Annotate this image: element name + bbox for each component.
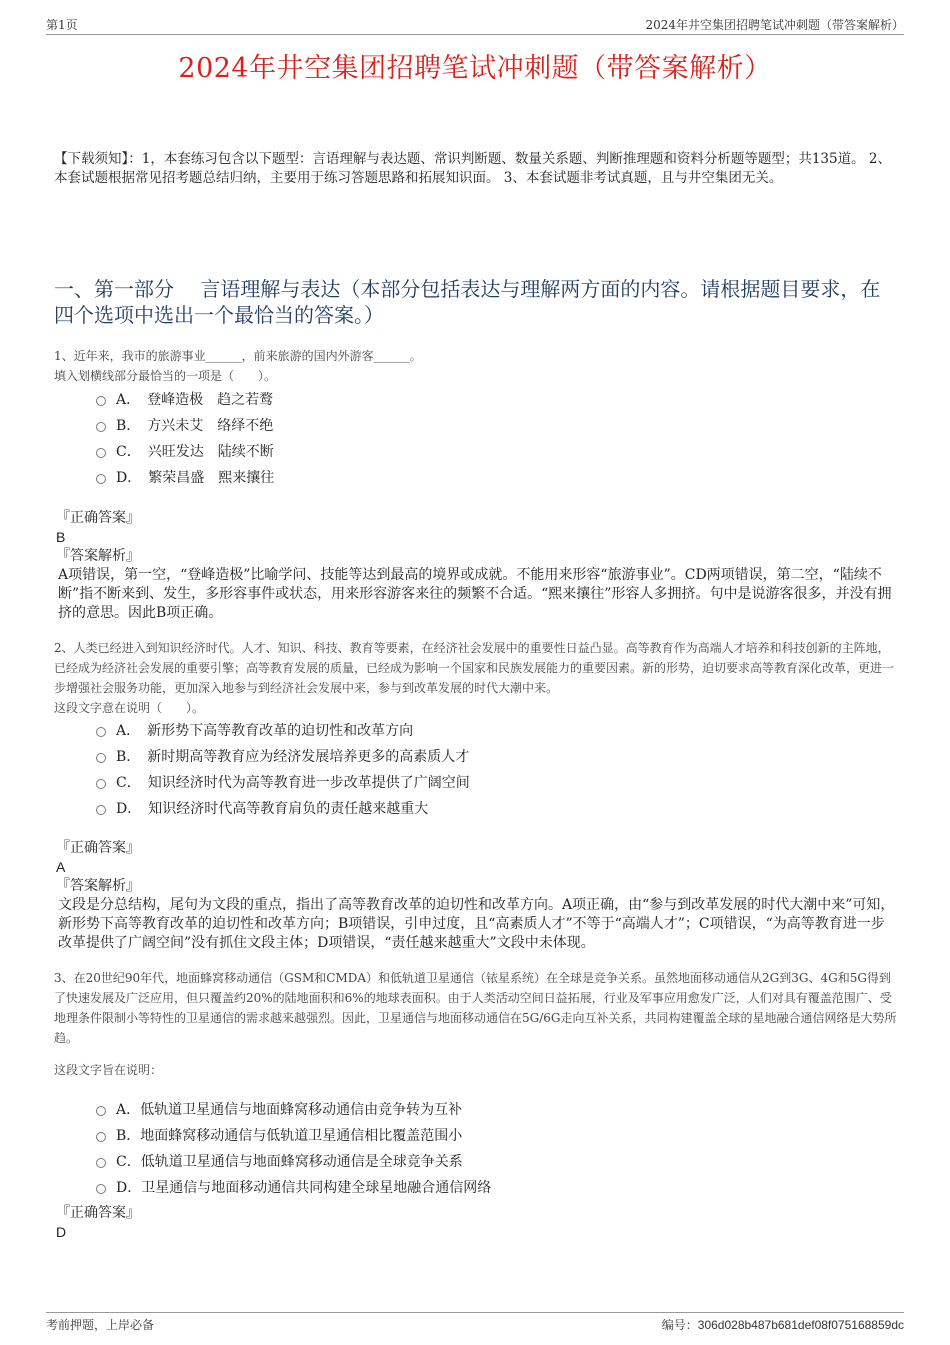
answer-label: 『正确答案』 — [56, 840, 140, 856]
radio-icon[interactable] — [96, 422, 106, 432]
option-label: A． 登峰造极 趋之若鹜 — [116, 392, 274, 408]
question-3-answer — [56, 1204, 896, 1242]
option-c[interactable] — [96, 438, 856, 464]
analysis-text: A项错误，第一空，“登峰造极”比喻学问、技能等达到最高的境界或成就。不能用来形容“旅游事业”。CD两项错误，第二空，“陆续不断”指不断来到、发生，多形容事件或状态，用来形容游客来往的频繁不合适。“熙来攘往”形容人多拥挤。句中是说游客很多，并没有拥挤的意思。因此B项正确。 — [58, 567, 892, 621]
footer-slogan: 考前押题，上岸必备 — [46, 1318, 155, 1332]
analysis-label: 『答案解析』 — [56, 878, 140, 894]
page-title: 2024年井空集团招聘笔试冲刺题（带答案解析） — [178, 53, 772, 84]
radio-icon[interactable] — [96, 1132, 106, 1142]
option-label: A． 新形势下高等教育改革的迫切性和改革方向 — [116, 723, 414, 739]
question-prompt: 这段文字意在说明（ ）。 — [54, 701, 205, 715]
radio-icon[interactable] — [96, 396, 106, 406]
question-prompt: 填入划横线部分最恰当的一项是（ ）。 — [54, 369, 277, 383]
answer-label: 『正确答案』 — [56, 510, 140, 526]
radio-icon[interactable] — [96, 448, 106, 458]
footer-code-label: 编号： — [661, 1318, 698, 1332]
option-c[interactable] — [96, 1148, 856, 1174]
option-d[interactable] — [96, 795, 856, 821]
question-prompt: 这段文字旨在说明： — [54, 1063, 163, 1077]
question-2-stem — [54, 638, 900, 718]
footer-code — [662, 1316, 904, 1333]
question-stem-text: 1、近年来，我市的旅游事业______，前来旅游的国内外游客______。 — [54, 349, 422, 363]
header-doc-title: 2024年井空集团招聘笔试冲刺题（带答案解析） — [645, 18, 904, 32]
question-1-options — [96, 386, 856, 490]
option-a[interactable] — [96, 717, 856, 743]
radio-icon[interactable] — [96, 1106, 106, 1116]
question-2-answer — [56, 839, 896, 953]
option-a[interactable] — [96, 386, 856, 412]
option-label: A．低轨道卫星通信与地面蜂窝移动通信由竞争转为互补 — [116, 1102, 463, 1118]
option-label: D．卫星通信与地面移动通信共同构建全球星地融合通信网络 — [116, 1180, 492, 1196]
option-c[interactable] — [96, 769, 856, 795]
answer-label: 『正确答案』 — [56, 1205, 140, 1221]
question-1-stem — [54, 346, 900, 386]
option-b[interactable] — [96, 743, 856, 769]
option-a[interactable] — [96, 1096, 856, 1122]
analysis-text: 文段是分总结构，尾句为文段的重点，指出了高等教育改革的迫切性和改革方向。A项正确，由“参与到改革发展的时代大潮中来”可知，新形势下高等教育改革的迫切性和改革方向；B项错误，引申过度，且“高素质人才”不等于“高端人才”；C项错误，“为高等教育进一步改革提供了广阔空间”没有抓住文段主体；D项错误，“责任越来越重大”文段中未体现。 — [58, 897, 895, 951]
option-label: B．地面蜂窝移动通信与低轨道卫星通信相比覆盖范围小 — [116, 1128, 463, 1144]
option-d[interactable] — [96, 464, 856, 490]
question-1-answer — [56, 509, 896, 623]
option-label: C． 知识经济时代为高等教育进一步改革提供了广阔空间 — [116, 775, 470, 791]
option-d[interactable] — [96, 1174, 856, 1200]
page-number: 第1页 — [46, 18, 78, 32]
answer-value: B — [56, 529, 66, 545]
option-label: D． 知识经济时代高等教育肩负的责任越来越重大 — [116, 801, 429, 817]
option-b[interactable] — [96, 412, 856, 438]
answer-value: D — [56, 1224, 67, 1240]
option-label: C． 兴旺发达 陆续不断 — [116, 444, 274, 460]
page-footer — [46, 1312, 904, 1333]
option-label: C．低轨道卫星通信与地面蜂窝移动通信是全球竞争关系 — [116, 1154, 463, 1170]
option-label: B． 新时期高等教育应为经济发展培养更多的高素质人才 — [116, 749, 470, 765]
answer-value: A — [56, 859, 66, 875]
page-header — [46, 14, 904, 35]
question-stem-text: 3、在20世纪90年代，地面蜂窝移动通信（GSM和CMDA）和低轨道卫星通信（铱星系统）在全球是竞争关系。虽然地面移动通信从2G到3G、4G和5G得到了快速发展及广泛应用，但只覆盖约20%的陆地面积和6%的地球表面积。由于人类活动空间日益拓展，行业及军事应用愈发广泛，人们对具有覆盖范围广、受地理条件限制小等特性的卫星通信的需求越来越强烈。因此，卫星通信与地面移动通信在5G/6G走向互补关系，共同构建覆盖全球的星地融合通信网络是大势所趋。 — [54, 971, 897, 1045]
radio-icon[interactable] — [96, 474, 106, 484]
question-stem-text: 2、人类已经进入到知识经济时代。人才、知识、科技、教育等要素，在经济社会发展中的重要性日益凸显。高等教育作为高端人才培养和科技创新的主阵地，已经成为经济社会发展的重要引擎；高等教育发展的质量，已经成为影响一个国家和民族发展能力的重要因素。新的形势，迫切要求高等教育深化改革，更进一步增强社会服务功能，更加深入地参与到经济社会发展中来，参与到改革发展的时代大潮中来。 — [54, 641, 895, 695]
option-b[interactable] — [96, 1122, 856, 1148]
radio-icon[interactable] — [96, 1158, 106, 1168]
option-label: B． 方兴未艾 络绎不绝 — [116, 418, 274, 434]
download-notice: 【下载须知】：1，本套练习包含以下题型：言语理解与表达题、常识判断题、数量关系题、判断推理题和资料分析题等题型；共135道。 2、本套试题根据常见招考题总结归纳，主要用于练习答题思路和拓展知识面。 3、本套试题非考试真题，且与井空集团无关。 — [54, 151, 891, 186]
radio-icon[interactable] — [96, 779, 106, 789]
radio-icon[interactable] — [96, 1184, 106, 1194]
radio-icon[interactable] — [96, 727, 106, 737]
question-3-stem — [54, 968, 900, 1080]
question-3-options — [96, 1096, 856, 1200]
question-2-options — [96, 717, 856, 821]
footer-code-value: 306d028b487b681def08f075168859dc — [697, 1318, 904, 1332]
radio-icon[interactable] — [96, 753, 106, 763]
analysis-label: 『答案解析』 — [56, 548, 140, 564]
radio-icon[interactable] — [96, 805, 106, 815]
section-heading: 一、第一部分 言语理解与表达（本部分包括表达与理解两方面的内容。请根据题目要求，在四个选项中选出一个最恰当的答案。） — [54, 277, 881, 327]
option-label: D． 繁荣昌盛 熙来攘往 — [116, 470, 275, 486]
